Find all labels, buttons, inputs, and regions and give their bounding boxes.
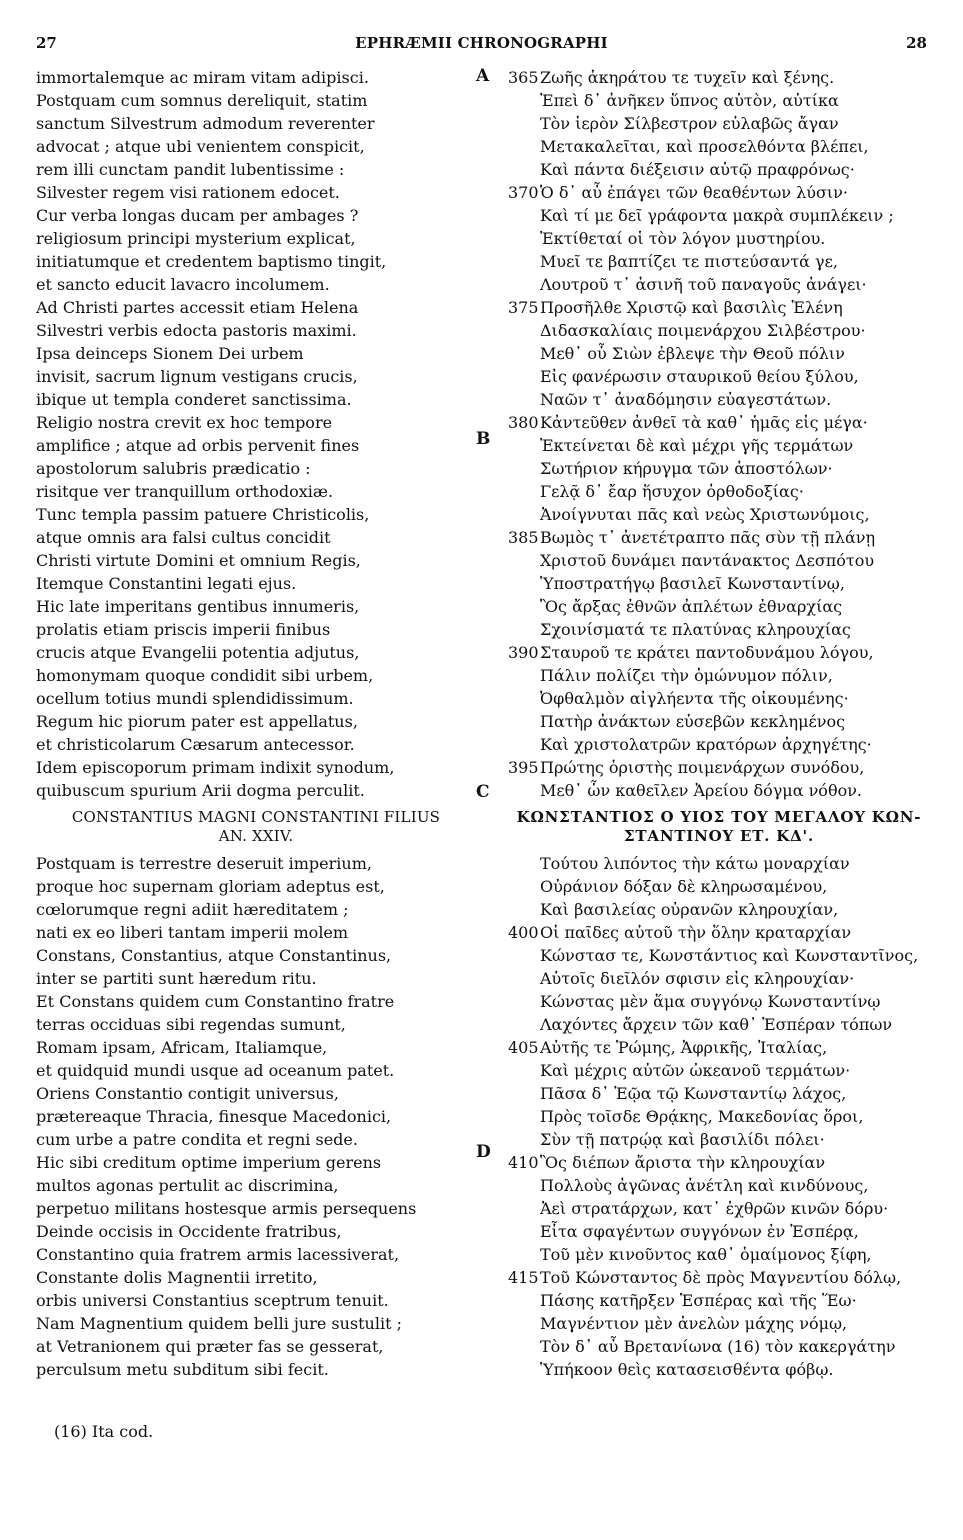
greek-verse-text: Καὶ τί με δεῖ γράφοντα μακρὰ συμπλέκειν ; <box>540 206 894 225</box>
latin-verse-line: sanctum Silvestrum admodum reverenter <box>36 114 375 133</box>
greek-verse-line <box>508 296 930 319</box>
greek-verse-line <box>508 1128 930 1151</box>
greek-verse-text: Οἱ παῖδες αὐτοῦ τὴν ὅλην κραταρχίαν <box>540 923 852 942</box>
greek-verse-line <box>508 250 930 273</box>
latin-block-1 <box>36 66 476 802</box>
line-number: 405 <box>508 1038 539 1057</box>
line-number: 365 <box>508 68 539 87</box>
latin-verse-line: homonymam quoque condidit sibi urbem, <box>36 666 374 685</box>
greek-verse-text: Μετακαλεῖται, καὶ προσελθόντα βλέπει, <box>540 137 869 156</box>
greek-verse-line <box>508 526 930 549</box>
latin-verse-line: et sancto educit lavacro incolumem. <box>36 275 330 294</box>
running-header <box>36 34 927 56</box>
latin-verse-line: risitque ver tranquillum orthodoxiæ. <box>36 482 334 501</box>
latin-verse-line: Postquam cum somnus dereliquit, statim <box>36 91 368 110</box>
greek-verse-text: Εἶτα σφαγέντων συγγόνων ἐν Ἑσπέρᾳ, <box>540 1222 859 1241</box>
latin-verse-line: Constante dolis Magnentii irretito, <box>36 1268 318 1287</box>
greek-verse-line <box>508 273 930 296</box>
greek-verse-line <box>508 342 930 365</box>
greek-block-1 <box>508 66 930 802</box>
greek-verse-line <box>508 1266 930 1289</box>
line-number: 395 <box>508 758 539 777</box>
latin-verse-line: Regum hic piorum pater est appellatus, <box>36 712 358 731</box>
latin-verse-line: Cur verba longas ducam per ambages ? <box>36 206 359 225</box>
greek-verse-text: Καὶ βασιλείας οὐρανῶν κληρουχίαν, <box>540 900 839 919</box>
latin-verse-line: Romam ipsam, Africam, Italiamque, <box>36 1038 328 1057</box>
greek-verse-text: Προσῆλθε Χριστῷ καὶ βασιλὶς Ἑλένη <box>540 298 843 317</box>
line-number: 385 <box>508 528 539 547</box>
greek-verse-line <box>508 664 930 687</box>
greek-verse-line <box>508 1082 930 1105</box>
greek-verse-line <box>508 89 930 112</box>
margin-letter-c: C <box>476 782 490 802</box>
latin-verse-line: Deinde occisis in Occidente fratribus, <box>36 1222 342 1241</box>
margin-letter-d: D <box>476 1142 491 1162</box>
greek-verse-text: Καὶ χριστολατρῶν κρατόρων ἀρχηγέτης· <box>540 735 872 754</box>
line-number: 390 <box>508 643 539 662</box>
latin-verse-line: Itemque Constantini legati ejus. <box>36 574 297 593</box>
greek-verse-line <box>508 1312 930 1335</box>
line-number: 400 <box>508 923 539 942</box>
greek-verse-text: Οὐράνιον δόξαν δὲ κληρωσαμένου, <box>540 877 828 896</box>
latin-verse-line: et christicolarum Cæsarum antecessor. <box>36 735 355 754</box>
latin-verse-line: apostolorum salubris prædicatio : <box>36 459 311 478</box>
greek-verse-text: Εἰς φανέρωσιν σταυρικοῦ θείου ξύλου, <box>540 367 859 386</box>
greek-verse-line <box>508 388 930 411</box>
greek-verse-line <box>508 66 930 89</box>
latin-verse-line: religiosum principi mysterium explicat, <box>36 229 356 248</box>
greek-verse-line <box>508 1220 930 1243</box>
greek-verse-line <box>508 319 930 342</box>
greek-section-heading <box>508 808 930 846</box>
greek-verse-line <box>508 779 930 802</box>
latin-verse-line: Silvestri verbis edocta pastoris maximi. <box>36 321 357 340</box>
latin-verse-line: terras occiduas sibi regendas sumunt, <box>36 1015 346 1034</box>
latin-verse-line: orbis universi Constantius sceptrum tenuit. <box>36 1291 389 1310</box>
greek-verse-line <box>508 710 930 733</box>
latin-verse-line: quibuscum spurium Arii dogma perculit. <box>36 781 365 800</box>
greek-verse-text: Βωμὸς τ᾽ ἀνετέτραπτο πᾶς σὺν τῇ πλάνῃ <box>540 528 876 547</box>
page-number-right: 28 <box>906 34 927 52</box>
latin-verse-line: atque omnis ara falsi cultus concidit <box>36 528 331 547</box>
greek-verse-text: Μεθ᾽ οὗ Σιὼν ἐβλεψε τὴν Θεοῦ πόλιν <box>540 344 845 363</box>
greek-verse-line <box>508 1174 930 1197</box>
greek-verse-line <box>508 480 930 503</box>
latin-verse-line: ibique ut templa conderet sanctissima. <box>36 390 352 409</box>
greek-verse-line <box>508 1105 930 1128</box>
latin-verse-line: Postquam is terrestre deseruit imperium, <box>36 854 372 873</box>
latin-verse-line: Religio nostra crevit ex hoc tempore <box>36 413 333 432</box>
latin-block-2 <box>36 852 476 1381</box>
latin-verse-line: multos agonas pertulit ac discrimina, <box>36 1176 339 1195</box>
greek-verse-text: Κἀντεῦθεν ἀνθεῖ τὰ καθ᾽ ἡμᾶς εἰς μέγα· <box>540 413 868 432</box>
greek-column <box>508 66 930 1381</box>
greek-verse-text: Ὑποστρατήγῳ βασιλεῖ Κωνσταντίνῳ, <box>540 574 845 593</box>
latin-verse-line: Silvester regem visi rationem edocet. <box>36 183 340 202</box>
latin-verse-line: prætereaque Thracia, finesque Macedonici, <box>36 1107 392 1126</box>
greek-verse-text: Τὸν ἱερὸν Σίλβεστρον εὐλαβῶς ἄγαν <box>540 114 839 133</box>
greek-verse-line <box>508 1243 930 1266</box>
latin-heading-line: AN. XXIV. <box>218 827 294 845</box>
latin-section-heading <box>36 808 476 846</box>
greek-verse-text: Αὐτῆς τε Ῥώμης, Ἀφρικῆς, Ἰταλίας, <box>540 1038 828 1057</box>
greek-verse-text: Τὸν δ᾽ αὖ Βρετανίωνα (16) τὸν κακεργάτην <box>540 1337 896 1356</box>
latin-verse-line: advocat ; atque ubi venientem conspicit, <box>36 137 365 156</box>
greek-verse-text: Χριστοῦ δυνάμει παντάνακτος Δεσπότου <box>540 551 875 570</box>
footnote: (16) Ita cod. <box>54 1422 154 1441</box>
greek-verse-text: Ὑπήκοον θεὶς κατασεισθέντα φόβῳ. <box>540 1360 834 1379</box>
greek-verse-text: Καὶ πάντα διέξεισιν αὐτῷ πραφρόνως· <box>540 160 855 179</box>
latin-verse-line: Oriens Constantio contigit universus, <box>36 1084 339 1103</box>
greek-verse-line <box>508 227 930 250</box>
greek-verse-line <box>508 457 930 480</box>
greek-verse-text: Πολλοὺς ἀγῶνας ἀνέτλη καὶ κινδύνους, <box>540 1176 869 1195</box>
greek-verse-text: Ἐκτείνεται δὲ καὶ μέχρι γῆς τερμάτων <box>540 436 854 455</box>
greek-verse-text: Πρὸς τοῖσδε Θρᾴκης, Μακεδονίας ὅροι, <box>540 1107 864 1126</box>
latin-verse-line: Nam Magnentium quidem belli jure sustulit ; <box>36 1314 402 1333</box>
greek-verse-line <box>508 503 930 526</box>
greek-verse-line <box>508 687 930 710</box>
latin-verse-line: Ad Christi partes accessit etiam Helena <box>36 298 359 317</box>
greek-heading-line: ΚΩΝΣΤΑΝΤΙΟΣ Ο ΥΙΟΣ ΤΟΥ ΜΕΓΑΛΟΥ ΚΩΝ- <box>516 808 922 826</box>
greek-verse-text: Σωτήριον κήρυγμα τῶν ἀποστόλων· <box>540 459 833 478</box>
greek-verse-line <box>508 1197 930 1220</box>
greek-verse-line <box>508 204 930 227</box>
line-number: 370 <box>508 183 539 202</box>
greek-heading-line: ΣΤΑΝΤΙΝΟΥ ΕΤ. ΚΔ'. <box>624 827 814 845</box>
greek-verse-line <box>508 1059 930 1082</box>
margin-letter-b: B <box>476 429 491 449</box>
greek-verse-line <box>508 733 930 756</box>
latin-verse-line: nati ex eo liberi tantam imperii molem <box>36 923 349 942</box>
line-number: 410 <box>508 1153 539 1172</box>
greek-verse-line <box>508 1013 930 1036</box>
latin-verse-line: initiatumque et credentem baptismo tingit, <box>36 252 387 271</box>
latin-verse-line: immortalemque ac miram vitam adipisci. <box>36 68 369 87</box>
greek-verse-line <box>508 756 930 779</box>
greek-verse-line <box>508 572 930 595</box>
latin-verse-line: Et Constans quidem cum Constantino fratre <box>36 992 395 1011</box>
greek-verse-line <box>508 944 930 967</box>
greek-verse-line <box>508 135 930 158</box>
latin-verse-line: cum urbe a patre condita et regni sede. <box>36 1130 358 1149</box>
greek-verse-text: Πᾶσα δ᾽ Ἑῷα τῷ Κωνσταντίῳ λάχος, <box>540 1084 847 1103</box>
greek-verse-text: Σταυροῦ τε κράτει παντοδυνάμου λόγου, <box>540 643 874 662</box>
greek-verse-line <box>508 875 930 898</box>
greek-verse-line <box>508 618 930 641</box>
greek-verse-text: Διδασκαλίαις ποιμενάρχου Σιλβέστρου· <box>540 321 866 340</box>
greek-verse-line <box>508 852 930 875</box>
greek-verse-text: Αὐτοῖς διεῖλόν σφισιν εἰς κληρουχίαν· <box>540 969 855 988</box>
greek-verse-line <box>508 1151 930 1174</box>
greek-verse-text: Ἀεὶ στρατάρχων, κατ᾽ ἐχθρῶν κινῶν δόρυ· <box>540 1199 889 1218</box>
greek-verse-text: Ἀνοίγνυται πᾶς καὶ νεὼς Χριστωνύμοις, <box>540 505 870 524</box>
latin-verse-line: rem illi cunctam pandit lubentissime : <box>36 160 345 179</box>
greek-verse-text: Πατὴρ ἀνάκτων εὐσεβῶν κεκλημένος <box>540 712 846 731</box>
greek-verse-line <box>508 158 930 181</box>
latin-verse-line: Ipsa deinceps Sionem Dei urbem <box>36 344 304 363</box>
greek-verse-text: Μαγνέντιον μὲν ἀνελὼν μάχης νόμῳ, <box>540 1314 848 1333</box>
greek-block-2 <box>508 852 930 1381</box>
greek-verse-line <box>508 641 930 664</box>
greek-verse-line <box>508 112 930 135</box>
line-number: 415 <box>508 1268 539 1287</box>
latin-verse-line: crucis atque Evangelii potentia adjutus, <box>36 643 360 662</box>
line-number: 375 <box>508 298 539 317</box>
latin-verse-line: Christi virtute Domini et omnium Regis, <box>36 551 361 570</box>
latin-heading-line: CONSTANTIUS MAGNI CONSTANTINI FILIUS <box>71 808 441 826</box>
greek-verse-text: Τοῦ μὲν κινοῦντος καθ᾽ ὁμαίμονος ξίφη, <box>540 1245 872 1264</box>
latin-verse-line: Constans, Constantius, atque Constantinus, <box>36 946 392 965</box>
latin-verse-line: at Vetranionem qui præter fas se gesserat, <box>36 1337 384 1356</box>
greek-verse-text: Ὃς ἄρξας ἐθνῶν ἀπλέτων ἐθναρχίας <box>540 597 843 616</box>
greek-verse-text: Γελᾷ δ᾽ ἔαρ ἥσυχον ὀρθοδοξίας· <box>540 482 804 501</box>
greek-verse-line <box>508 411 930 434</box>
latin-verse-line: cœlorumque regni adiit hæreditatem ; <box>36 900 349 919</box>
greek-verse-text: Ζωῆς ἀκηράτου τε τυχεῖν καὶ ξένης. <box>540 68 835 87</box>
greek-verse-line <box>508 990 930 1013</box>
latin-column <box>36 66 476 1381</box>
greek-verse-line <box>508 595 930 618</box>
greek-verse-line <box>508 549 930 572</box>
greek-verse-text: Καὶ μέχρις αὐτῶν ὠκεανοῦ τερμάτων· <box>540 1061 851 1080</box>
latin-verse-line: perpetuo militans hostesque armis persequens <box>36 1199 417 1218</box>
margin-letter-a: A <box>476 66 490 86</box>
latin-verse-line: prolatis etiam priscis imperii finibus <box>36 620 331 639</box>
greek-verse-line <box>508 1358 930 1381</box>
greek-verse-text: Λουτροῦ τ᾽ ἀσινῆ τοῦ παναγοῦς ἀνάγει· <box>540 275 867 294</box>
greek-verse-text: Ἐκτίθεταί οἱ τὸν λόγον μυστηρίου. <box>540 229 826 248</box>
greek-verse-text: Ὀφθαλμὸν αἰγλήεντα τῆς οἰκουμένης· <box>540 689 849 708</box>
latin-verse-line: proque hoc supernam gloriam adeptus est, <box>36 877 385 896</box>
greek-verse-text: Σχοινίσματά τε πλατύνας κληρουχίας <box>540 620 851 639</box>
latin-verse-line: ocellum totius mundi splendidissimum. <box>36 689 354 708</box>
latin-verse-line: et quidquid mundi usque ad oceanum patet. <box>36 1061 395 1080</box>
greek-verse-line <box>508 967 930 990</box>
greek-verse-line <box>508 898 930 921</box>
greek-verse-text: Σὺν τῇ πατρῴᾳ καὶ βασιλίδι πόλει· <box>540 1130 825 1149</box>
latin-verse-line: invisit, sacrum lignum vestigans crucis, <box>36 367 358 386</box>
greek-verse-text: Τοῦ Κώνσταντος δὲ πρὸς Μαγνεντίου δόλῳ, <box>540 1268 902 1287</box>
latin-verse-line: Constantino quia fratrem armis lacessiverat, <box>36 1245 400 1264</box>
page-number-left: 27 <box>36 34 57 52</box>
greek-verse-text: Λαχόντες ἄρχειν τῶν καθ᾽ Ἑσπέραν τόπων <box>540 1015 893 1034</box>
latin-verse-line: Tunc templa passim patuere Christicolis, <box>36 505 370 524</box>
greek-verse-line <box>508 1289 930 1312</box>
greek-verse-text: Μυεῖ τε βαπτίζει τε πιστεύσαντά γε, <box>540 252 838 271</box>
running-title: EPHRÆMII CHRONOGRAPHI <box>355 34 608 52</box>
greek-verse-text: Ἐπεὶ δ᾽ ἀνῆκεν ὕπνος αὐτὸν, αὐτίκα <box>540 91 839 110</box>
greek-verse-line <box>508 365 930 388</box>
greek-verse-line <box>508 1036 930 1059</box>
greek-verse-text: Ὁ δ᾽ αὖ ἐπάγει τῶν θεαθέντων λύσιν· <box>540 183 848 202</box>
greek-verse-line <box>508 921 930 944</box>
greek-verse-line <box>508 434 930 457</box>
greek-verse-text: Τούτου λιπόντος τὴν κάτω μοναρχίαν <box>540 854 850 873</box>
greek-verse-text: Κώνστασ τε, Κωνστάντιος καὶ Κωνσταντῖνος, <box>540 946 919 965</box>
latin-verse-line: Hic late imperitans gentibus innumeris, <box>36 597 360 616</box>
latin-verse-line: amplifice ; atque ad orbis pervenit fines <box>36 436 360 455</box>
latin-verse-line: Hic sibi creditum optime imperium gerens <box>36 1153 382 1172</box>
greek-verse-text: Κώνστας μὲν ἅμα συγγόνῳ Κωνσταντίνῳ <box>540 992 881 1011</box>
greek-verse-text: Ναῶν τ᾽ ἀναδόμησιν εὐαγεστάτων. <box>540 390 832 409</box>
greek-verse-text: Ὃς διέπων ἄριστα τὴν κληρουχίαν <box>540 1153 826 1172</box>
latin-verse-line: inter se partiti sunt hæredum ritu. <box>36 969 317 988</box>
greek-verse-text: Πάλιν πολίζει τὴν ὁμώνυμον πόλιν, <box>540 666 833 685</box>
greek-verse-text: Πάσης κατῆρξεν Ἑσπέρας καὶ τῆς Ἕω· <box>540 1291 857 1310</box>
greek-verse-line <box>508 181 930 204</box>
greek-verse-text: Μεθ᾽ ὧν καθεῖλεν Ἀρείου δόγμα νόθον. <box>540 781 863 800</box>
line-number: 380 <box>508 413 539 432</box>
greek-verse-line <box>508 1335 930 1358</box>
latin-verse-line: perculsum metu subditum sibi fecit. <box>36 1360 329 1379</box>
latin-verse-line: Idem episcoporum primam indixit synodum, <box>36 758 395 777</box>
greek-verse-text: Πρώτης ὁριστὴς ποιμενάρχων συνόδου, <box>540 758 865 777</box>
